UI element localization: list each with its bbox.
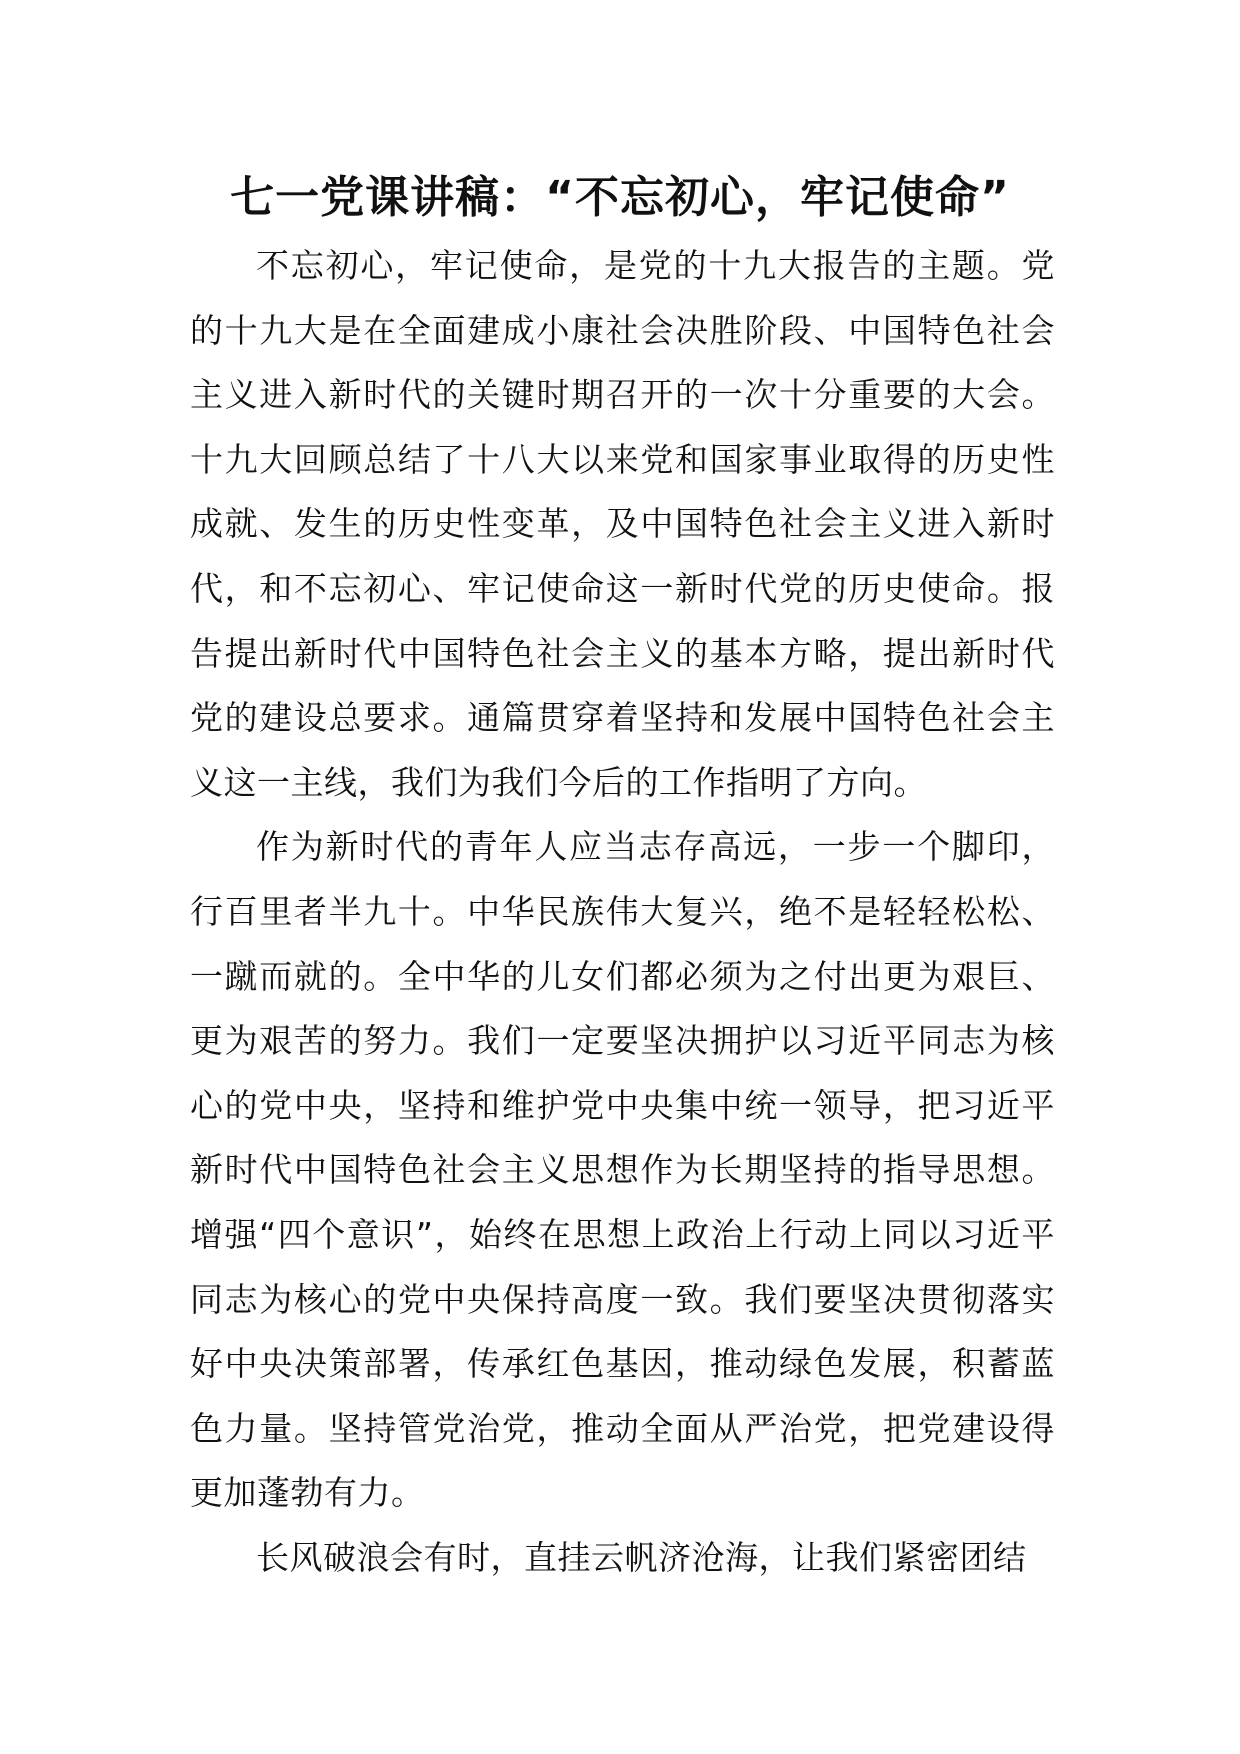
document-title: 七一党课讲稿：“不忘初心，牢记使命” — [230, 172, 1010, 223]
paragraph-3: 长风破浪会有时，直挂云帆济沧海，让我们紧密团结 — [256, 1537, 1027, 1577]
document-body — [190, 234, 1055, 1590]
paragraph-2: 作为新时代的青年人应当志存高远，一步一个脚印，行百里者半九十。中华民族伟大复兴，绝不是轻轻松松、一蹴而就的。全中华的儿女们都必须为之付出更为艰巨、更为艰苦的努力。我们一定要坚决拥护以习近平同志为核心的党中央，坚持和维护党中央集中统一领导，把习近平新时代中国特色社会主义思想作为长期坚持的指导思想。增强“四个意识”，始终在思想上政治上行动上同以习近平同志为核心的党中央保持高度一致。我们要坚决贯彻落实好中央决策部署，传承红色基因，推动绿色发展，积蓄蓝色力量。坚持管党治党，推动全面从严治党，把党建设得更加蓬勃有力。 — [190, 827, 1055, 1513]
paragraph-1: 不忘初心，牢记使命，是党的十九大报告的主题。党的十九大是在全面建成小康社会决胜阶段、中国特色社会主义进入新时代的关键时期召开的一次十分重要的大会。十九大回顾总结了十八大以来党和国家事业取得的历史性成就、发生的历史性变革，及中国特色社会主义进入新时代，和不忘初心、牢记使命这一新时代党的历史使命。报告提出新时代中国特色社会主义的基本方略，提出新时代党的建设总要求。通篇贯穿着坚持和发展中国特色社会主义这一主线，我们为我们今后的工作指明了方向。 — [190, 246, 1055, 802]
